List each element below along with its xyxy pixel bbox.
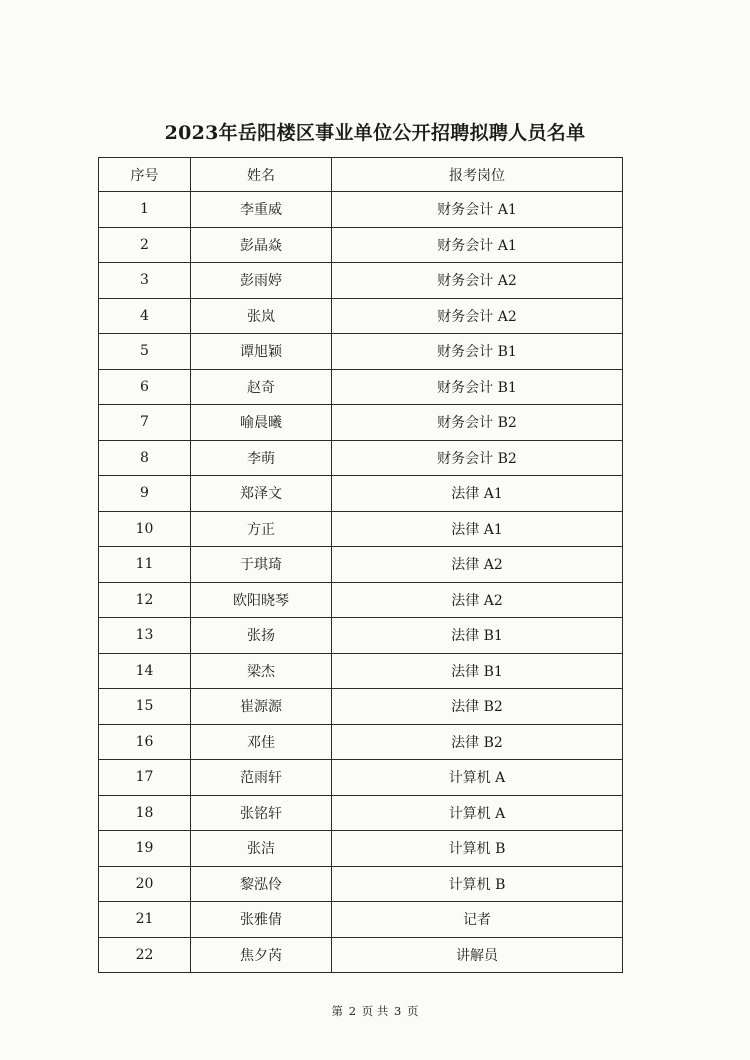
- table-row: [99, 192, 623, 228]
- cell-index: 13: [99, 618, 191, 654]
- cell-position: 法律 A2: [332, 547, 623, 583]
- table-row: [99, 298, 623, 334]
- cell-position: 讲解员: [332, 937, 623, 973]
- table-header-row: [99, 158, 623, 192]
- cell-name: 李萌: [191, 440, 332, 476]
- table-row: [99, 902, 623, 938]
- cell-index: 18: [99, 795, 191, 831]
- cell-index: 2: [99, 227, 191, 263]
- cell-index: 15: [99, 689, 191, 725]
- footer-current-page: 2: [348, 1004, 357, 1018]
- cell-index: 11: [99, 547, 191, 583]
- personnel-table: [98, 157, 623, 973]
- cell-name: 于琪琦: [191, 547, 332, 583]
- cell-position: 财务会计 A1: [332, 192, 623, 228]
- cell-position: 记者: [332, 902, 623, 938]
- cell-index: 5: [99, 334, 191, 370]
- cell-position: 计算机 A: [332, 795, 623, 831]
- cell-position: 法律 A2: [332, 582, 623, 618]
- table-row: [99, 440, 623, 476]
- cell-name: 彭雨婷: [191, 263, 332, 299]
- cell-name: 郑泽文: [191, 476, 332, 512]
- cell-index: 17: [99, 760, 191, 796]
- table-row: [99, 582, 623, 618]
- cell-name: 张岚: [191, 298, 332, 334]
- cell-index: 12: [99, 582, 191, 618]
- cell-position: 财务会计 A2: [332, 263, 623, 299]
- cell-name: 黎泓伶: [191, 866, 332, 902]
- cell-position: 财务会计 B1: [332, 369, 623, 405]
- cell-index: 14: [99, 653, 191, 689]
- table-row: [99, 689, 623, 725]
- cell-index: 4: [99, 298, 191, 334]
- cell-position: 计算机 B: [332, 866, 623, 902]
- footer-suffix: 页: [406, 1004, 419, 1018]
- cell-position: 财务会计 A2: [332, 298, 623, 334]
- footer-prefix: 第: [331, 1004, 344, 1018]
- cell-name: 焦夕芮: [191, 937, 332, 973]
- table-row: [99, 937, 623, 973]
- cell-index: 22: [99, 937, 191, 973]
- cell-name: 谭旭颖: [191, 334, 332, 370]
- cell-index: 16: [99, 724, 191, 760]
- cell-name: 梁杰: [191, 653, 332, 689]
- header-index: 序号: [99, 158, 191, 192]
- cell-index: 19: [99, 831, 191, 867]
- cell-index: 8: [99, 440, 191, 476]
- document-title: 2023年岳阳楼区事业单位公开招聘拟聘人员名单: [164, 122, 586, 144]
- cell-position: 法律 B1: [332, 653, 623, 689]
- cell-name: 范雨轩: [191, 760, 332, 796]
- table-row: [99, 653, 623, 689]
- cell-name: 方正: [191, 511, 332, 547]
- cell-name: 赵奇: [191, 369, 332, 405]
- table-row: [99, 405, 623, 441]
- table-row: [99, 866, 623, 902]
- table-row: [99, 724, 623, 760]
- cell-position: 法律 A1: [332, 511, 623, 547]
- cell-index: 6: [99, 369, 191, 405]
- table-row: [99, 476, 623, 512]
- header-name: 姓名: [191, 158, 332, 192]
- cell-position: 财务会计 B1: [332, 334, 623, 370]
- cell-position: 财务会计 B2: [332, 440, 623, 476]
- cell-index: 9: [99, 476, 191, 512]
- table-row: [99, 227, 623, 263]
- cell-position: 计算机 B: [332, 831, 623, 867]
- cell-name: 彭晶焱: [191, 227, 332, 263]
- cell-position: 财务会计 A1: [332, 227, 623, 263]
- cell-index: 3: [99, 263, 191, 299]
- table-row: [99, 760, 623, 796]
- cell-index: 1: [99, 192, 191, 228]
- cell-position: 计算机 A: [332, 760, 623, 796]
- table-row: [99, 618, 623, 654]
- cell-position: 法律 B2: [332, 689, 623, 725]
- cell-name: 张铭轩: [191, 795, 332, 831]
- cell-position: 法律 A1: [332, 476, 623, 512]
- cell-position: 法律 B2: [332, 724, 623, 760]
- cell-name: 欧阳晓琴: [191, 582, 332, 618]
- cell-name: 崔源源: [191, 689, 332, 725]
- page-footer: [0, 1003, 750, 1019]
- table-row: [99, 831, 623, 867]
- cell-name: 张雅倩: [191, 902, 332, 938]
- table-row: [99, 369, 623, 405]
- cell-name: 张扬: [191, 618, 332, 654]
- cell-index: 21: [99, 902, 191, 938]
- footer-total-pages: 3: [393, 1004, 402, 1018]
- cell-position: 财务会计 B2: [332, 405, 623, 441]
- cell-name: 张洁: [191, 831, 332, 867]
- cell-position: 法律 B1: [332, 618, 623, 654]
- table-row: [99, 511, 623, 547]
- table-row: [99, 263, 623, 299]
- cell-index: 20: [99, 866, 191, 902]
- cell-name: 邓佳: [191, 724, 332, 760]
- table-row: [99, 547, 623, 583]
- cell-name: 李重威: [191, 192, 332, 228]
- cell-index: 7: [99, 405, 191, 441]
- cell-name: 喻晨曦: [191, 405, 332, 441]
- table-row: [99, 795, 623, 831]
- table-row: [99, 334, 623, 370]
- cell-index: 10: [99, 511, 191, 547]
- footer-middle: 页 共: [361, 1004, 389, 1018]
- header-position: 报考岗位: [332, 158, 623, 192]
